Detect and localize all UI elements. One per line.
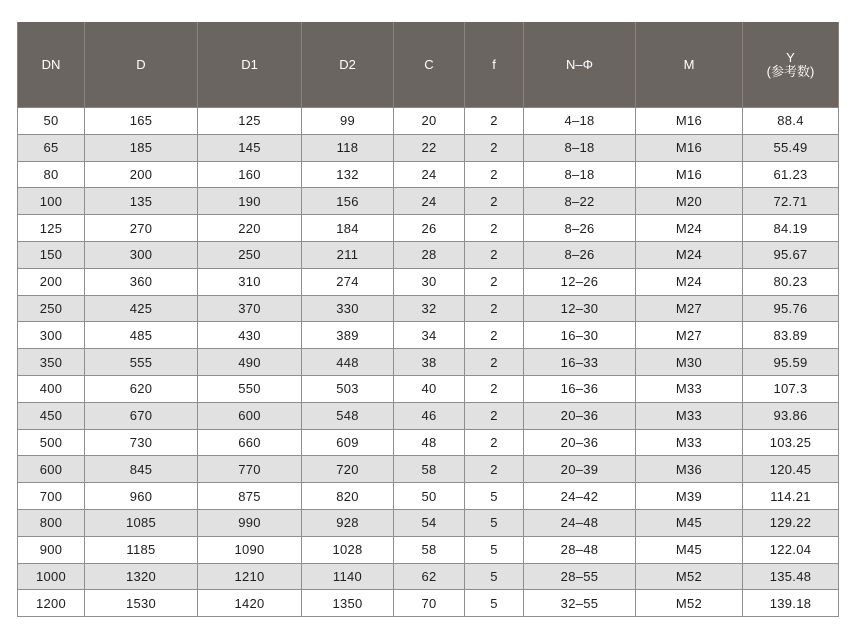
cell-d2: 330 — [302, 295, 394, 322]
cell-c: 22 — [394, 134, 465, 161]
cell-d1: 125 — [198, 108, 302, 135]
table-row — [18, 108, 839, 135]
cell-d2: 448 — [302, 349, 394, 376]
cell-d: 960 — [85, 483, 198, 510]
cell-y: 72.71 — [743, 188, 839, 215]
column-header-d — [85, 22, 198, 108]
cell-m: M27 — [636, 322, 743, 349]
cell-d: 845 — [85, 456, 198, 483]
cell-d1: 770 — [198, 456, 302, 483]
cell-dn: 900 — [18, 536, 85, 563]
cell-d: 1085 — [85, 509, 198, 536]
cell-c: 20 — [394, 108, 465, 135]
column-header-f — [465, 22, 524, 108]
table-row — [18, 188, 839, 215]
cell-y: 120.45 — [743, 456, 839, 483]
cell-d1: 145 — [198, 134, 302, 161]
cell-n-phi: 20–39 — [524, 456, 636, 483]
cell-m: M33 — [636, 429, 743, 456]
cell-d1: 1090 — [198, 536, 302, 563]
cell-d2: 118 — [302, 134, 394, 161]
cell-dn: 450 — [18, 402, 85, 429]
cell-dn: 150 — [18, 241, 85, 268]
cell-d: 185 — [85, 134, 198, 161]
cell-d1: 220 — [198, 215, 302, 242]
cell-d1: 600 — [198, 402, 302, 429]
cell-d1: 660 — [198, 429, 302, 456]
cell-n-phi: 20–36 — [524, 402, 636, 429]
header-label-c: C — [424, 56, 434, 72]
column-header-n-phi — [524, 22, 636, 108]
cell-d2: 548 — [302, 402, 394, 429]
cell-d: 1185 — [85, 536, 198, 563]
cell-d1: 875 — [198, 483, 302, 510]
table-row — [18, 563, 839, 590]
cell-d2: 503 — [302, 375, 394, 402]
cell-d2: 720 — [302, 456, 394, 483]
cell-c: 30 — [394, 268, 465, 295]
cell-c: 24 — [394, 161, 465, 188]
cell-n-phi: 20–36 — [524, 429, 636, 456]
cell-f: 2 — [465, 134, 524, 161]
table-body — [18, 108, 839, 617]
table-row — [18, 483, 839, 510]
cell-d: 1320 — [85, 563, 198, 590]
cell-m: M45 — [636, 536, 743, 563]
table-row — [18, 161, 839, 188]
cell-y: 135.48 — [743, 563, 839, 590]
cell-m: M16 — [636, 108, 743, 135]
cell-n-phi: 16–30 — [524, 322, 636, 349]
cell-y: 107.3 — [743, 375, 839, 402]
cell-y: 95.76 — [743, 295, 839, 322]
cell-n-phi: 16–33 — [524, 349, 636, 376]
cell-y: 139.18 — [743, 590, 839, 617]
cell-d: 165 — [85, 108, 198, 135]
cell-n-phi: 24–48 — [524, 509, 636, 536]
cell-d: 1530 — [85, 590, 198, 617]
cell-dn: 125 — [18, 215, 85, 242]
cell-c: 34 — [394, 322, 465, 349]
cell-y: 80.23 — [743, 268, 839, 295]
cell-y: 61.23 — [743, 161, 839, 188]
cell-y: 114.21 — [743, 483, 839, 510]
cell-c: 40 — [394, 375, 465, 402]
cell-d: 300 — [85, 241, 198, 268]
cell-f: 2 — [465, 295, 524, 322]
cell-d2: 211 — [302, 241, 394, 268]
cell-d2: 274 — [302, 268, 394, 295]
header-row — [18, 22, 839, 108]
cell-d: 730 — [85, 429, 198, 456]
cell-n-phi: 4–18 — [524, 108, 636, 135]
cell-d1: 1420 — [198, 590, 302, 617]
cell-c: 58 — [394, 536, 465, 563]
header-label-d: D — [136, 56, 146, 72]
cell-c: 28 — [394, 241, 465, 268]
cell-d2: 1028 — [302, 536, 394, 563]
cell-f: 5 — [465, 509, 524, 536]
cell-d2: 928 — [302, 509, 394, 536]
cell-n-phi: 16–36 — [524, 375, 636, 402]
header-label-d1: D1 — [241, 56, 258, 72]
cell-d1: 190 — [198, 188, 302, 215]
cell-f: 5 — [465, 590, 524, 617]
table-header — [18, 22, 839, 108]
cell-m: M16 — [636, 161, 743, 188]
cell-f: 2 — [465, 402, 524, 429]
table-row — [18, 349, 839, 376]
cell-c: 50 — [394, 483, 465, 510]
cell-m: M24 — [636, 215, 743, 242]
cell-c: 54 — [394, 509, 465, 536]
cell-d2: 609 — [302, 429, 394, 456]
cell-dn: 50 — [18, 108, 85, 135]
cell-d: 555 — [85, 349, 198, 376]
cell-c: 24 — [394, 188, 465, 215]
table-row — [18, 536, 839, 563]
cell-f: 2 — [465, 241, 524, 268]
cell-m: M30 — [636, 349, 743, 376]
cell-m: M24 — [636, 268, 743, 295]
table-row — [18, 215, 839, 242]
cell-dn: 1200 — [18, 590, 85, 617]
cell-d1: 160 — [198, 161, 302, 188]
cell-f: 2 — [465, 161, 524, 188]
cell-m: M33 — [636, 402, 743, 429]
cell-n-phi: 24–42 — [524, 483, 636, 510]
cell-d2: 820 — [302, 483, 394, 510]
header-label-y: Y — [786, 49, 795, 65]
cell-c: 48 — [394, 429, 465, 456]
cell-d1: 990 — [198, 509, 302, 536]
cell-dn: 250 — [18, 295, 85, 322]
cell-y: 88.4 — [743, 108, 839, 135]
cell-n-phi: 12–30 — [524, 295, 636, 322]
cell-m: M52 — [636, 563, 743, 590]
cell-n-phi: 28–55 — [524, 563, 636, 590]
cell-f: 5 — [465, 483, 524, 510]
cell-f: 2 — [465, 375, 524, 402]
cell-d1: 1210 — [198, 563, 302, 590]
cell-m: M45 — [636, 509, 743, 536]
header-label-m: M — [683, 56, 695, 72]
cell-n-phi: 8–18 — [524, 161, 636, 188]
cell-d2: 1140 — [302, 563, 394, 590]
cell-d2: 389 — [302, 322, 394, 349]
cell-d1: 310 — [198, 268, 302, 295]
cell-y: 103.25 — [743, 429, 839, 456]
cell-y: 83.89 — [743, 322, 839, 349]
cell-y: 93.86 — [743, 402, 839, 429]
cell-c: 58 — [394, 456, 465, 483]
cell-d1: 550 — [198, 375, 302, 402]
cell-f: 5 — [465, 536, 524, 563]
cell-n-phi: 12–26 — [524, 268, 636, 295]
table-row — [18, 375, 839, 402]
cell-n-phi: 8–18 — [524, 134, 636, 161]
cell-dn: 100 — [18, 188, 85, 215]
table-row — [18, 295, 839, 322]
cell-f: 2 — [465, 268, 524, 295]
cell-d: 135 — [85, 188, 198, 215]
table-row — [18, 590, 839, 617]
column-header-dn — [18, 22, 85, 108]
cell-n-phi: 8–26 — [524, 241, 636, 268]
cell-dn: 80 — [18, 161, 85, 188]
cell-d: 485 — [85, 322, 198, 349]
cell-y: 95.59 — [743, 349, 839, 376]
cell-y: 55.49 — [743, 134, 839, 161]
cell-f: 2 — [465, 188, 524, 215]
cell-y: 84.19 — [743, 215, 839, 242]
cell-dn: 350 — [18, 349, 85, 376]
table-row — [18, 268, 839, 295]
cell-d: 620 — [85, 375, 198, 402]
header-label-n-phi: N–Φ — [566, 56, 593, 72]
cell-f: 2 — [465, 429, 524, 456]
cell-d: 425 — [85, 295, 198, 322]
cell-d: 270 — [85, 215, 198, 242]
column-header-d1 — [198, 22, 302, 108]
cell-m: M39 — [636, 483, 743, 510]
cell-d2: 184 — [302, 215, 394, 242]
cell-d1: 250 — [198, 241, 302, 268]
cell-d1: 490 — [198, 349, 302, 376]
flange-dimension-table-container — [17, 22, 838, 617]
cell-c: 38 — [394, 349, 465, 376]
header-label-f: f — [492, 56, 496, 72]
cell-dn: 65 — [18, 134, 85, 161]
cell-f: 2 — [465, 322, 524, 349]
cell-y: 95.67 — [743, 241, 839, 268]
cell-dn: 500 — [18, 429, 85, 456]
cell-y: 122.04 — [743, 536, 839, 563]
cell-m: M20 — [636, 188, 743, 215]
cell-y: 129.22 — [743, 509, 839, 536]
table-row — [18, 456, 839, 483]
cell-d2: 99 — [302, 108, 394, 135]
cell-m: M24 — [636, 241, 743, 268]
cell-m: M27 — [636, 295, 743, 322]
cell-dn: 600 — [18, 456, 85, 483]
cell-dn: 1000 — [18, 563, 85, 590]
table-row — [18, 134, 839, 161]
cell-n-phi: 28–48 — [524, 536, 636, 563]
cell-m: M16 — [636, 134, 743, 161]
flange-dimension-table — [17, 22, 839, 617]
column-header-m — [636, 22, 743, 108]
cell-d: 200 — [85, 161, 198, 188]
column-header-y — [743, 22, 839, 108]
header-label-dn: DN — [41, 56, 61, 72]
cell-dn: 800 — [18, 509, 85, 536]
cell-n-phi: 32–55 — [524, 590, 636, 617]
cell-n-phi: 8–26 — [524, 215, 636, 242]
cell-f: 5 — [465, 563, 524, 590]
cell-d: 360 — [85, 268, 198, 295]
cell-f: 2 — [465, 215, 524, 242]
cell-c: 70 — [394, 590, 465, 617]
column-header-c — [394, 22, 465, 108]
header-label-d2: D2 — [339, 56, 356, 72]
table-row — [18, 241, 839, 268]
cell-d1: 430 — [198, 322, 302, 349]
cell-dn: 700 — [18, 483, 85, 510]
table-row — [18, 322, 839, 349]
cell-d1: 370 — [198, 295, 302, 322]
cell-d2: 132 — [302, 161, 394, 188]
cell-n-phi: 8–22 — [524, 188, 636, 215]
cell-c: 62 — [394, 563, 465, 590]
cell-f: 2 — [465, 108, 524, 135]
table-row — [18, 402, 839, 429]
cell-m: M33 — [636, 375, 743, 402]
cell-d2: 1350 — [302, 590, 394, 617]
cell-c: 26 — [394, 215, 465, 242]
cell-c: 32 — [394, 295, 465, 322]
cell-m: M52 — [636, 590, 743, 617]
cell-dn: 400 — [18, 375, 85, 402]
header-sublabel-y: (参考数) — [766, 63, 815, 79]
cell-d2: 156 — [302, 188, 394, 215]
cell-f: 2 — [465, 456, 524, 483]
cell-f: 2 — [465, 349, 524, 376]
table-row — [18, 509, 839, 536]
cell-dn: 300 — [18, 322, 85, 349]
cell-m: M36 — [636, 456, 743, 483]
cell-dn: 200 — [18, 268, 85, 295]
column-header-d2 — [302, 22, 394, 108]
cell-d: 670 — [85, 402, 198, 429]
table-row — [18, 429, 839, 456]
cell-c: 46 — [394, 402, 465, 429]
